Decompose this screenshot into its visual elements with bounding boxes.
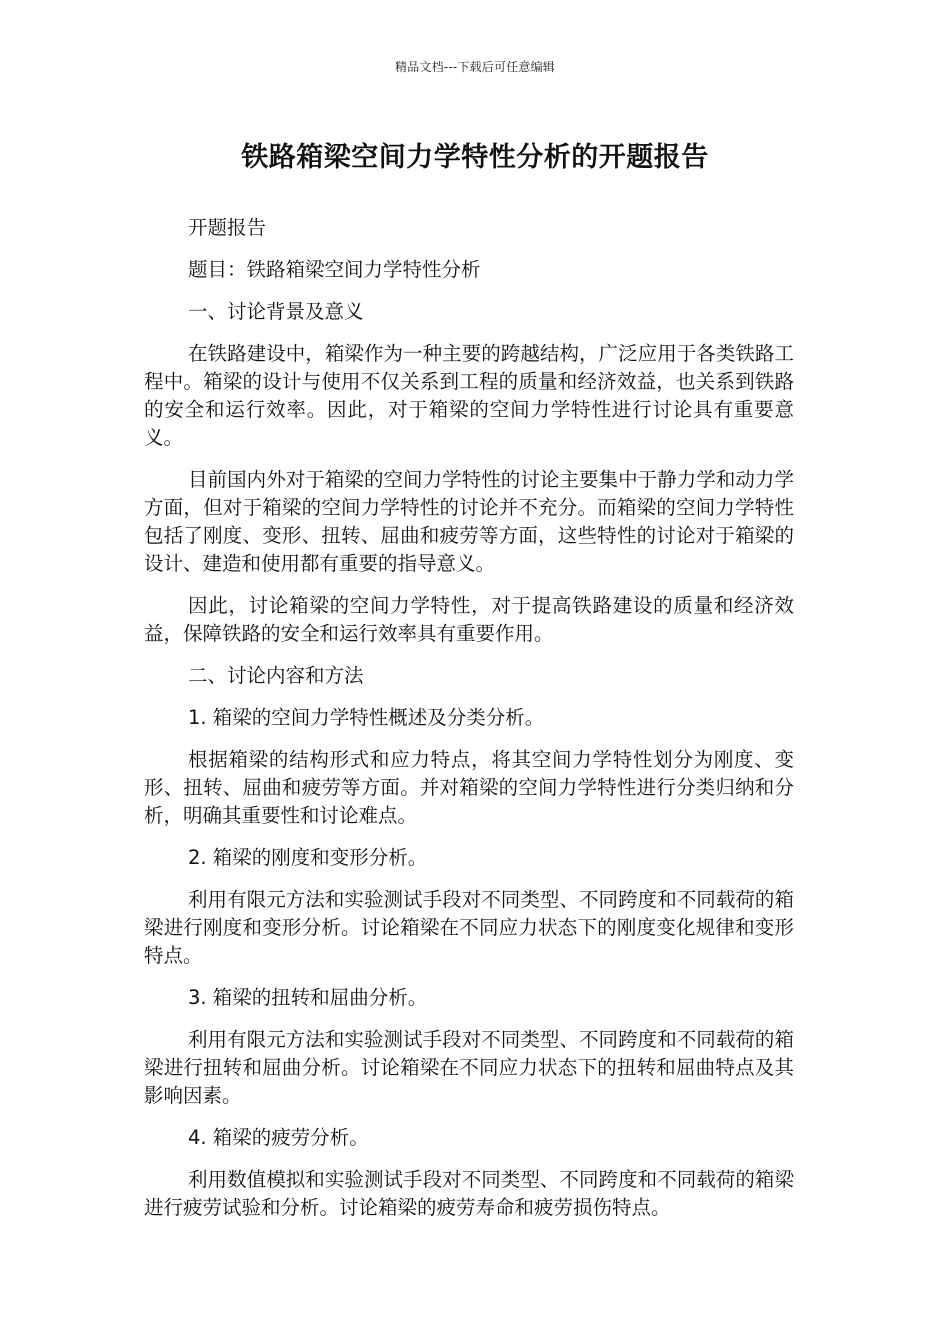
paragraph: 目前国内外对于箱梁的空间力学特性的讨论主要集中于静力学和动力学方面，但对于箱梁的空间力学特性的讨论并不充分。而箱梁的空间力学特性包括了刚度、变形、扭转、屈曲和疲劳等方面，这些特性的讨论对于箱梁的设计、建造和使用都有重要的指导意义。 (144, 468, 794, 575)
paragraph: 利用有限元方法和实验测试手段对不同类型、不同跨度和不同载荷的箱梁进行扭转和屈曲分析。讨论箱梁在不同应力状态下的扭转和屈曲特点及其影响因素。 (144, 1028, 794, 1107)
paragraph: 利用有限元方法和实验测试手段对不同类型、不同跨度和不同载荷的箱梁进行刚度和变形分析。讨论箱梁在不同应力状态下的刚度变化规律和变形特点。 (144, 888, 794, 967)
page-header: 精品文档---下载后可任意编辑 (395, 60, 555, 74)
paragraph: 利用数值模拟和实验测试手段对不同类型、不同跨度和不同载荷的箱梁进行疲劳试验和分析。讨论箱梁的疲劳寿命和疲劳损伤特点。 (144, 1168, 794, 1219)
paragraph-topic: 题目：铁路箱梁空间力学特性分析 (188, 258, 481, 281)
paragraph: 在铁路建设中，箱梁作为一种主要的跨越结构，广泛应用于各类铁路工程中。箱梁的设计与使用不仅关系到工程的质量和经济效益，也关系到铁路的安全和运行效率。因此，对于箱梁的空间力学特性进行讨论具有重要意义。 (144, 342, 794, 449)
subsection-heading: 3. 箱梁的扭转和屈曲分析。 (188, 986, 428, 1009)
document-body (144, 214, 794, 1236)
subsection-heading: 1. 箱梁的空间力学特性概述及分类分析。 (188, 706, 545, 729)
subsection-heading: 2. 箱梁的刚度和变形分析。 (188, 846, 428, 869)
document-title: 铁路箱梁空间力学特性分析的开题报告 (241, 142, 709, 173)
subsection-heading: 4. 箱梁的疲劳分析。 (188, 1126, 369, 1149)
paragraph: 根据箱梁的结构形式和应力特点，将其空间力学特性划分为刚度、变形、扭转、屈曲和疲劳等方面。并对箱梁的空间力学特性进行分类归纳和分析，明确其重要性和讨论难点。 (144, 748, 794, 827)
paragraph: 因此，讨论箱梁的空间力学特性，对于提高铁路建设的质量和经济效益，保障铁路的安全和运行效率具有重要作用。 (144, 594, 794, 645)
section-heading-background: 一、讨论背景及意义 (188, 300, 364, 323)
paragraph-label: 开题报告 (188, 216, 267, 239)
section-heading-methods: 二、讨论内容和方法 (188, 664, 364, 687)
